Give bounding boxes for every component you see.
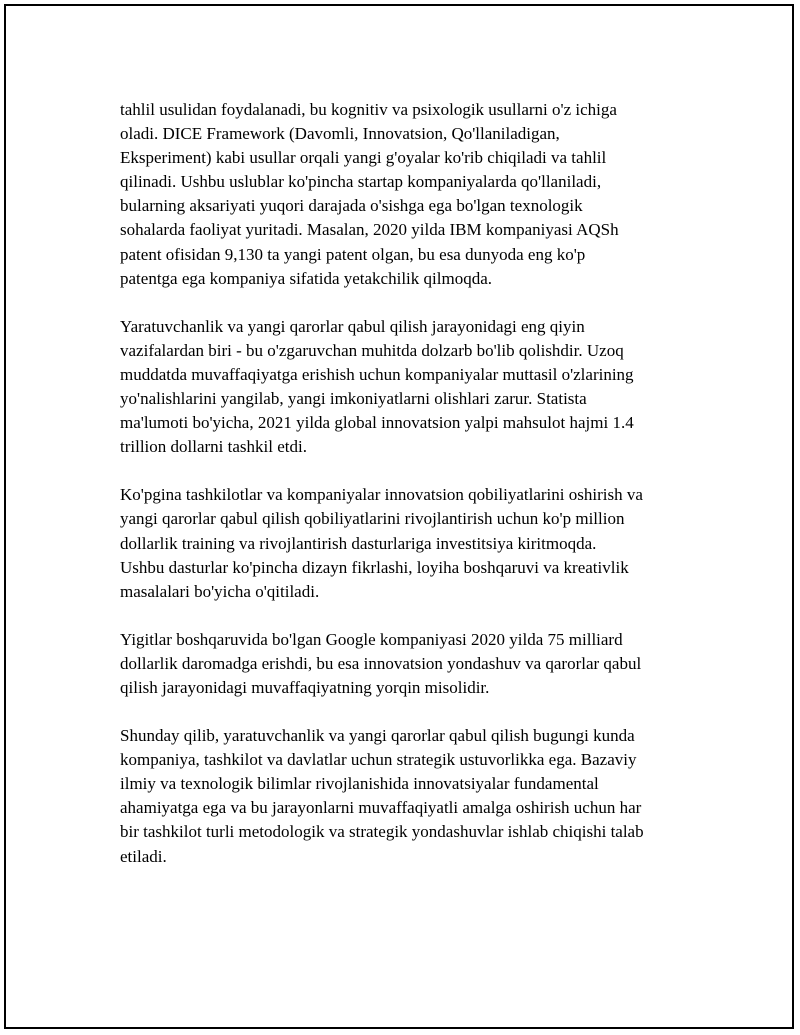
text-line: ilmiy va texnologik bilimlar rivojlanishida innovatsiyalar fundamental (120, 774, 599, 794)
document-body (120, 98, 700, 893)
paragraph-3 (120, 483, 700, 603)
text-line: bularning aksariyati yuqori darajada o'sishga ega bo'lgan texnologik (120, 196, 583, 216)
paragraph-5 (120, 724, 700, 869)
text-line: etiladi. (120, 846, 167, 866)
text-line: dollarlik training va rivojlantirish dasturlariga investitsiya kiritmoqda. (120, 533, 597, 553)
text-line: muddatda muvaffaqiyatga erishish uchun kompaniyalar muttasil o'zlarining (120, 364, 634, 384)
text-line: Eksperiment) kabi usullar orqali yangi g'oyalar ko'rib chiqiladi va tahlil (120, 148, 607, 168)
paragraph-2 (120, 315, 700, 460)
text-line: Yaratuvchanlik va yangi qarorlar qabul qilish jarayonidagi eng qiyin (120, 316, 585, 336)
text-line: patent ofisidan 9,130 ta yangi patent olgan, bu esa dunyoda eng ko'p (120, 244, 586, 264)
text-line: sohalarda faoliyat yuritadi. Masalan, 2020 yilda IBM kompaniyasi AQSh (120, 220, 619, 240)
paragraph-1 (120, 98, 700, 291)
text-line: bir tashkilot turli metodologik va strategik yondashuvlar ishlab chiqishi talab (120, 822, 644, 842)
text-line: Ushbu dasturlar ko'pincha dizayn fikrlashi, loyiha boshqaruvi va kreativlik (120, 557, 629, 577)
text-line: trillion dollarni tashkil etdi. (120, 437, 307, 457)
text-line: masalalari bo'yicha o'qitiladi. (120, 581, 320, 601)
text-line: oladi. DICE Framework (Davomli, Innovatsion, Qo'llaniladigan, (120, 124, 560, 144)
text-line: vazifalardan biri - bu o'zgaruvchan muhitda dolzarb bo'lib qolishdir. Uzoq (120, 340, 624, 360)
text-line: ma'lumoti bo'yicha, 2021 yilda global innovatsion yalpi mahsulot hajmi 1.4 (120, 413, 634, 433)
text-line: qilinadi. Ushbu uslublar ko'pincha startap kompaniyalarda qo'llaniladi, (120, 172, 602, 192)
text-line: yangi qarorlar qabul qilish qobiliyatlarini rivojlantirish uchun ko'p million (120, 509, 625, 529)
page-border (4, 4, 794, 1029)
text-line: dollarlik daromadga erishdi, bu esa innovatsion yondashuv va qarorlar qabul (120, 653, 642, 673)
text-line: yo'nalishlarini yangilab, yangi imkoniyatlarni olishlari zarur. Statista (120, 389, 587, 409)
text-line: tahlil usulidan foydalanadi, bu kognitiv va psixologik usullarni o'z ichiga (120, 100, 617, 119)
text-line: kompaniya, tashkilot va davlatlar uchun strategik ustuvorlikka ega. Bazaviy (120, 750, 637, 770)
text-line: Shunday qilib, yaratuvchanlik va yangi qarorlar qabul qilish bugungi kunda (120, 726, 635, 746)
paragraph-4 (120, 628, 700, 700)
text-line: Yigitlar boshqaruvida bo'lgan Google kompaniyasi 2020 yilda 75 milliard (120, 629, 623, 649)
text-line: ahamiyatga ega va bu jarayonlarni muvaffaqiyatli amalga oshirish uchun har (120, 798, 642, 818)
text-line: qilish jarayonidagi muvaffaqiyatning yorqin misolidir. (120, 677, 490, 697)
text-line: Ko'pgina tashkilotlar va kompaniyalar innovatsion qobiliyatlarini oshirish va (120, 485, 643, 505)
text-line: patentga ega kompaniya sifatida yetakchilik qilmoqda. (120, 268, 492, 288)
